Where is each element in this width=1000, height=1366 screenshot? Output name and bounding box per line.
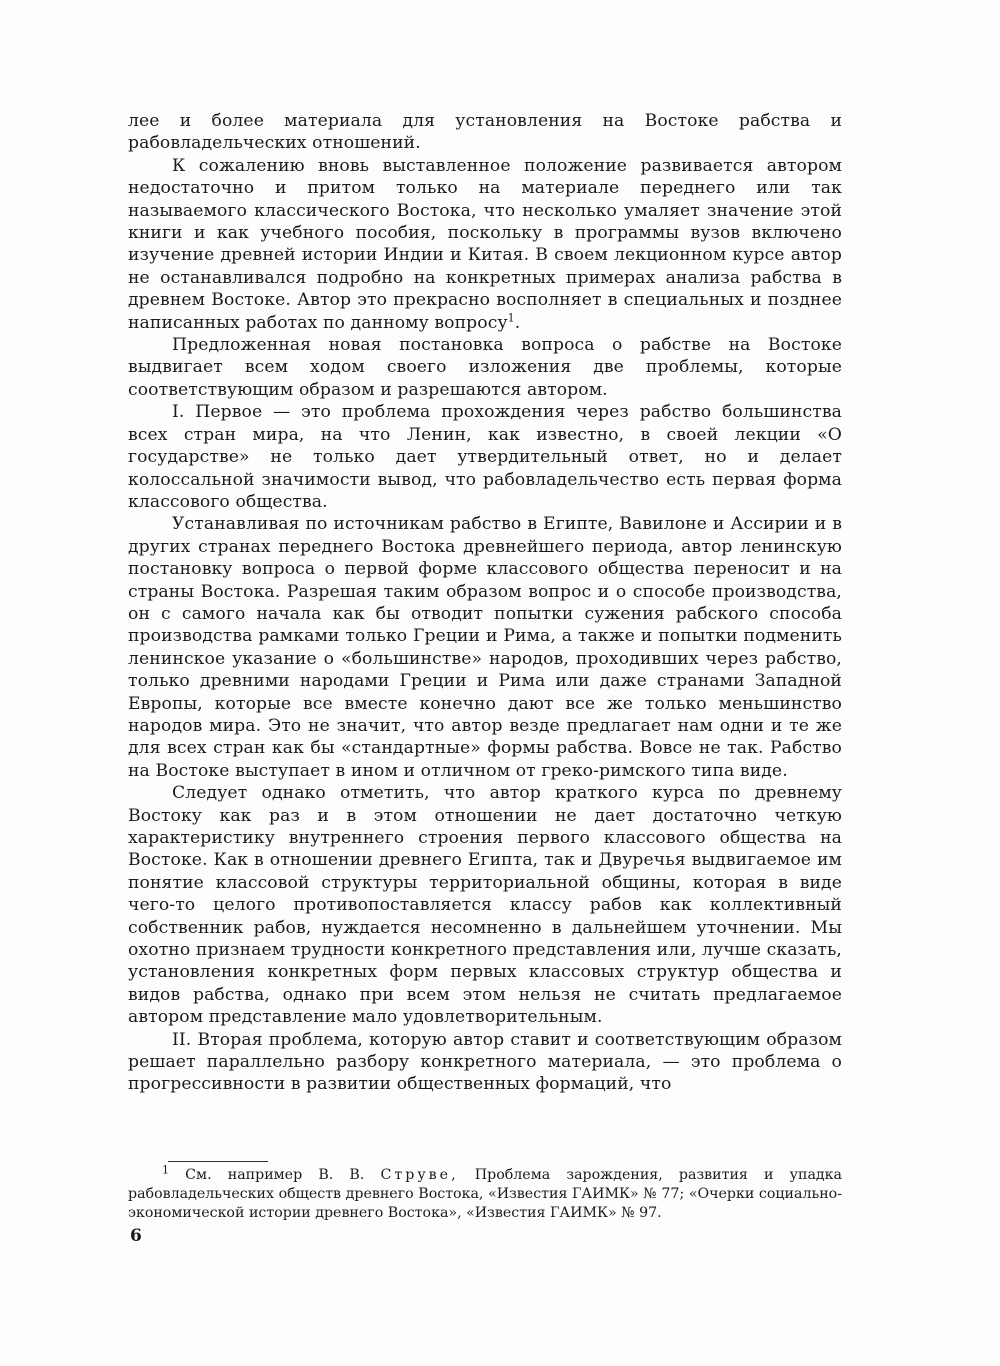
paragraph-1: лее и более материала для установления на Востоке рабства и рабовладельческих отношений. [128,111,842,154]
page-number: 6 [130,1226,142,1246]
paragraph-5: Устанавливая по источникам рабство в Египте, Вавилоне и Ассирии и в других странах переднего Востока древнейшего периода, автор ленинскую постановку вопроса о первой форме классового общества переносит и на страны Востока. Разрешая таким образом вопрос и о способе производства, он с самого начала как бы отводит попытки сужения рабского способа производства рамками только Греции и Рима, а также и попытки подменить ленинское указание о «большинстве» народов, проходивших через рабство, только древними народами Греции и Рима или даже странами Западной Европы, которые все вместе конечно дают все же только меньшинство народов мира. Это не значит, что автор везде предлагает нам одни и те же для всех стран как бы «стандартные» формы рабства. Вовсе не так. Рабство на Востоке выступает в ином и отличном от греко-римского типа виде. [128,514,842,781]
footnote-lead: См. например В. В. [185,1167,365,1183]
paragraph-2-text: К сожалению вновь выставленное положение развивается автором недостаточно и притом только на материале переднего или так называемого классического Востока, что несколько умаляет значение этой книги и как учебного пособия, поскольку в программы вузов включено изучение древней истории Индии и Китая. В своем лекционном курсе автор не останавливался подробно на конкретных примерах анализа рабства в древнем Востоке. Автор это прекрасно восполняет в специальных и позднее написанных работах по данному вопросу [128,155,842,333]
paragraph-7: II. Вторая проблема, которую автор ставит и соответствующим образом решает параллельно разбору конкретного материала, — это проблема о прогрессивности в развитии общественных формаций, что [128,1029,842,1095]
main-text [128,110,842,1096]
paragraph-6: Следует однако отметить, что автор краткого курса по древнему Востоку как раз и в этом отношении не дает достаточно четкую характеристику внутреннего строения первого классового общества на Востоке. Как в отношении древнего Египта, так и Двуречья выдвигаемое им понятие классовой структуры территориальной общины, которая в виде чего-то целого противопоставляется классу рабов как коллективный собственник рабов, нуждается несомненно в дальнейшем уточнении. Мы охотно признаем трудности конкретного представления или, лучше сказать, установления конкретных форм первых классовых структур общества и видов рабства, однако при всем этом нельзя не считать предлагаемое автором представление мало удовлетворительным. [128,783,842,1028]
footnote-rest: Проблема зарождения, развития и упадка рабовладельческих обществ древнего Востока, «Известия ГАИМК» № 77; «Очерки социально-экономической истории древнего Востока», «Известия ГАИМК» № 97. [128,1167,842,1221]
paragraph-3: Предложенная новая постановка вопроса о рабстве на Востоке выдвигает всем ходом своего изложения две проблемы, которые соответствующим образом и разрешаются автором. [128,335,842,400]
footnote-mark: 1 [162,1163,169,1177]
footnote [128,1163,842,1223]
paragraph-4: I. Первое — это проблема прохождения через рабство большинства всех стран мира, на что Ленин, как известно, в своей лекции «О государстве» не только дает утвердительный ответ, но и делает колоссальной значимости вывод, что рабовладельчество есть первая форма классового общества. [128,402,842,512]
paragraph-2: К сожалению вновь выставленное положение развивается автором недостаточно и притом только на материале переднего или так называемого классического Востока, что несколько умаляет значение этой книги и как учебного пособия, поскольку в программы вузов включено изучение древней истории Индии и Китая. В своем лекционном курсе автор не останавливался подробно на конкретных примерах анализа рабства в древнем Востоке. Автор это прекрасно восполняет в специальных и позднее написанных работах по данному вопросу$^1$. [128,155,842,333]
footnote-reference: 1 [507,310,515,324]
footnote-divider [168,1161,268,1162]
footnote-author: Струве, [380,1167,459,1183]
